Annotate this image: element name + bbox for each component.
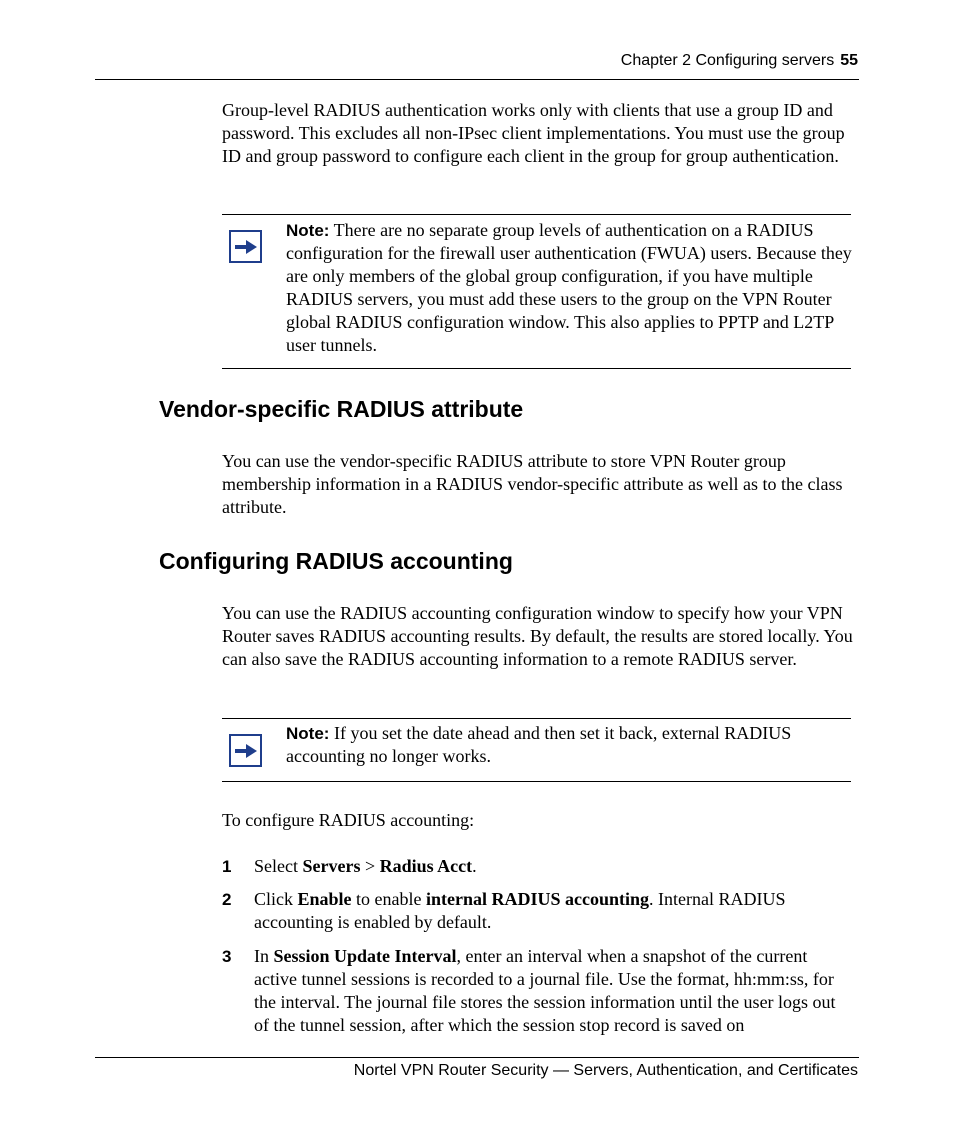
procedure-step-1 — [222, 855, 854, 878]
note2-bottom-rule — [222, 781, 851, 782]
procedure-step-3 — [222, 945, 854, 1037]
arrow-right-icon — [229, 230, 262, 263]
note2-text: If you set the date ahead and then set it back, external RADIUS accounting no longer works. — [286, 723, 792, 766]
intro-paragraph: Group-level RADIUS authentication works only with clients that use a group ID and password. This excludes all non-IPsec client implementations. You must use the group ID and group password to configure each client in the group for group authentication. — [222, 100, 845, 166]
note1-body — [286, 219, 854, 357]
step-text: Click Enable to enable internal RADIUS accounting. Internal RADIUS accounting is enabled by default. — [254, 889, 786, 932]
page-footer: Nortel VPN Router Security — Servers, Authentication, and Certificates — [353, 1062, 858, 1079]
procedure-intro: To configure RADIUS accounting: — [222, 810, 475, 830]
section1-paragraph: You can use the vendor-specific RADIUS attribute to store VPN Router group membership information in a RADIUS vendor-specific attribute as well as to the class attribute. — [222, 451, 843, 517]
note1-text: There are no separate group levels of authentication on a RADIUS configuration for the firewall user authentication (FWUA) users. Because they are only members of the global group configuration, if you have multiple RADIUS servers, you must add these users to the group on the VPN Router global RADIUS configuration window. This also applies to PPTP and L2TP user tunnels. — [286, 220, 852, 355]
section-heading-vendor-specific: Vendor-specific RADIUS attribute — [159, 396, 524, 422]
step-number: 1 — [222, 857, 232, 876]
note2-label: Note: — [286, 724, 330, 743]
note1-label: Note: — [286, 221, 330, 240]
step-number: 3 — [222, 947, 232, 966]
section2-paragraph: You can use the RADIUS accounting configuration window to specify how your VPN Router saves RADIUS accounting results. By default, the results are stored locally. You can also save the RADIUS accounting information to a remote RADIUS server. — [222, 603, 853, 669]
step-text: In Session Update Interval, enter an interval when a snapshot of the current active tunnel sessions is recorded to a journal file. Use the format, hh:mm:ss, for the interval. The journal file stores the session information until the user logs out of the tunnel session, after which the session stop record is saved on — [254, 946, 836, 1035]
note1-top-rule — [222, 214, 851, 215]
page-number: 55 — [840, 52, 858, 69]
chapter-title: Chapter 2 Configuring servers — [620, 52, 835, 69]
step-number: 2 — [222, 890, 232, 909]
note1-bottom-rule — [222, 368, 851, 369]
note2-top-rule — [222, 718, 851, 719]
header-rule — [95, 79, 859, 80]
arrow-right-icon — [229, 734, 262, 767]
footer-rule — [95, 1057, 859, 1058]
page-header — [621, 52, 858, 70]
procedure-step-2 — [222, 888, 854, 934]
note2-body — [286, 722, 854, 768]
section-heading-radius-accounting: Configuring RADIUS accounting — [159, 548, 513, 574]
step-text: Select Servers > Radius Acct. — [254, 856, 477, 876]
